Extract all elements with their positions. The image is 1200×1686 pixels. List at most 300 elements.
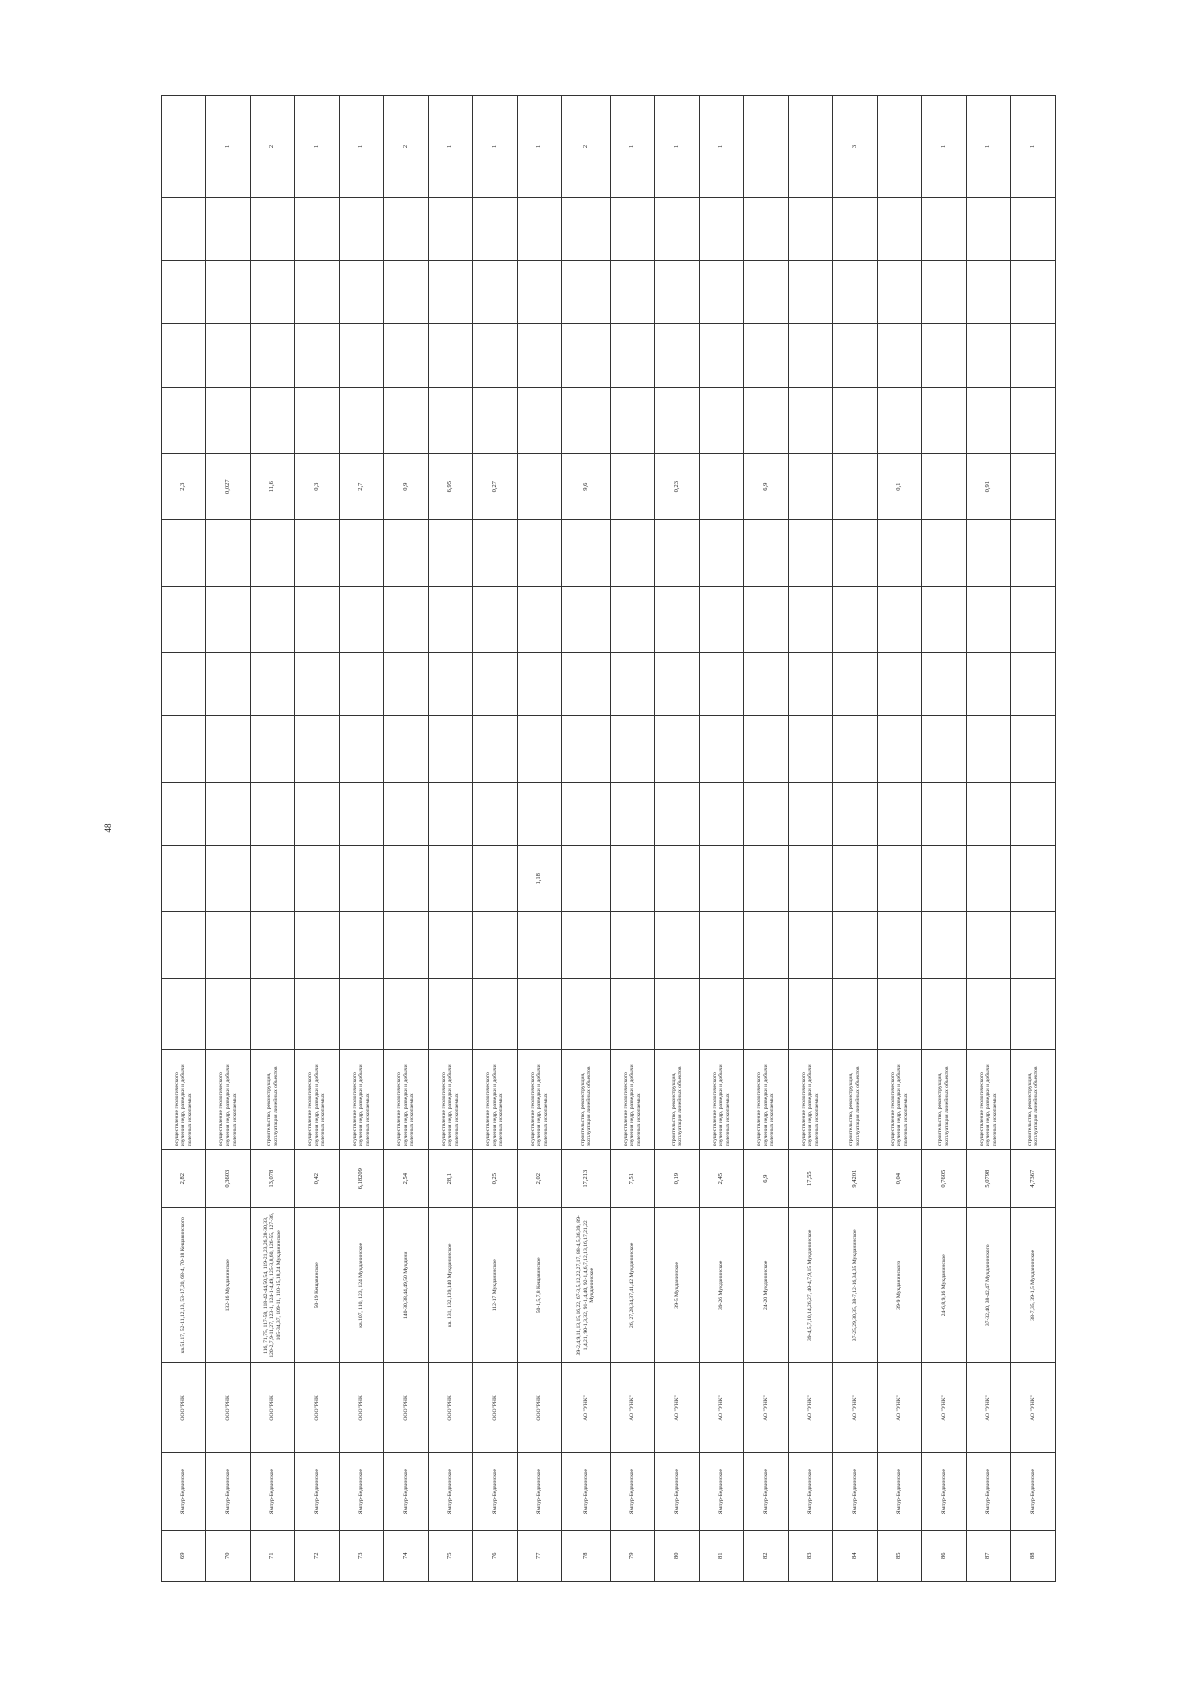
value-cell-c14	[744, 520, 788, 586]
value-cell-c19	[339, 197, 383, 260]
row-number-cell: 88	[1011, 1530, 1056, 1581]
value-cell-c13	[473, 586, 517, 652]
value-cell-c9	[833, 846, 877, 912]
value-cell-c8	[922, 912, 966, 978]
value-cell-c8	[788, 912, 832, 978]
value-cell-c10	[610, 782, 654, 845]
owner-cell: АО "УНК"	[966, 1363, 1010, 1453]
value-cell-c10	[473, 782, 517, 845]
value-cell-c11	[699, 716, 743, 782]
value-cell-c11	[428, 716, 472, 782]
value-cell-c17	[655, 324, 699, 387]
area-cell: 0,3603	[206, 1150, 250, 1208]
value-cell-c17	[162, 324, 206, 387]
value-cell-c7	[744, 978, 788, 1049]
value-cell-c15: 0,23	[655, 453, 699, 519]
value-cell-c9	[162, 846, 206, 912]
value-cell-c20: 1	[966, 96, 1010, 198]
value-cell-c13	[1011, 586, 1056, 652]
value-cell-c15	[833, 453, 877, 519]
value-cell-c7	[428, 978, 472, 1049]
value-cell-c15: 11,6	[250, 453, 294, 519]
value-cell-c17	[250, 324, 294, 387]
value-cell-c9	[788, 846, 832, 912]
value-cell-c19	[610, 197, 654, 260]
value-cell-c15	[699, 453, 743, 519]
value-cell-c7	[833, 978, 877, 1049]
value-cell-c18	[788, 261, 832, 324]
value-cell-c9	[699, 846, 743, 912]
value-cell-c12	[473, 653, 517, 716]
area-cell: 7,51	[610, 1150, 654, 1208]
value-cell-c13	[788, 586, 832, 652]
value-cell-c13	[877, 586, 921, 652]
owner-cell: ООО"РНК	[206, 1363, 250, 1453]
value-cell-c11	[517, 716, 561, 782]
parcels-cell: 50-19 Кещавинское	[295, 1208, 339, 1363]
value-cell-c8	[610, 912, 654, 978]
value-cell-c19	[922, 197, 966, 260]
value-cell-c17	[922, 324, 966, 387]
purpose-cell: строительство, реконструкция, эксплуатация линейных объектов	[655, 1049, 699, 1150]
value-cell-c16	[339, 387, 383, 453]
field-name-cell: Ямпур-Бедвинское	[339, 1453, 383, 1530]
table-row	[517, 96, 561, 1582]
value-cell-c17	[473, 324, 517, 387]
purpose-cell: осуществление геологического изучения недр, разведки и добычи полезных ископаемых	[295, 1049, 339, 1150]
area-cell: 17,55	[788, 1150, 832, 1208]
value-cell-c12	[162, 653, 206, 716]
value-cell-c10	[206, 782, 250, 845]
value-cell-c12	[788, 653, 832, 716]
value-cell-c8	[966, 912, 1010, 978]
value-cell-c11	[966, 716, 1010, 782]
value-cell-c17	[517, 324, 561, 387]
value-cell-c19	[206, 197, 250, 260]
value-cell-c15	[788, 453, 832, 519]
register-table	[161, 95, 1056, 1582]
owner-cell: АО "УНК"	[744, 1363, 788, 1453]
field-name-cell: Ямпур-Бедвинское	[833, 1453, 877, 1530]
owner-cell: ООО"РНК	[517, 1363, 561, 1453]
value-cell-c7	[295, 978, 339, 1049]
parcels-cell: 39-26 Мукданинское	[699, 1208, 743, 1363]
purpose-cell: осуществление геологического изучения недр, разведки и добычи полезных ископаемых	[473, 1049, 517, 1150]
table-row	[384, 96, 428, 1582]
parcels-cell: 39-2,4,9,11,13,15,16,22, 67-3,5,12,22,27,17, 88-4,5,36,39, 89-1,4,21, 90-1,3,32, 91-1,4,40, 92-1,4,6,7,12,13,16,17,21,22 Мукданинское	[562, 1208, 611, 1363]
row-number-cell: 72	[295, 1530, 339, 1581]
owner-cell: АО "УНК"	[655, 1363, 699, 1453]
value-cell-c20: 1	[473, 96, 517, 198]
purpose-cell: осуществление геологического изучения недр, разведки и добычи полезных ископаемых	[517, 1049, 561, 1150]
value-cell-c20: 1	[339, 96, 383, 198]
table-row	[473, 96, 517, 1582]
value-cell-c18	[922, 261, 966, 324]
value-cell-c14	[473, 520, 517, 586]
value-cell-c16	[877, 387, 921, 453]
value-cell-c14	[517, 520, 561, 586]
value-cell-c14	[922, 520, 966, 586]
value-cell-c16	[162, 387, 206, 453]
owner-cell: АО "УНК"	[562, 1363, 611, 1453]
value-cell-c8	[162, 912, 206, 978]
purpose-cell: строительство, реконструкция, эксплуатация линейных объектов	[1011, 1049, 1056, 1150]
value-cell-c17	[788, 324, 832, 387]
value-cell-c10	[295, 782, 339, 845]
value-cell-c19	[966, 197, 1010, 260]
owner-cell: ООО"РНК	[250, 1363, 294, 1453]
area-cell: 17,213	[562, 1150, 611, 1208]
value-cell-c16	[517, 387, 561, 453]
value-cell-c13	[966, 586, 1010, 652]
value-cell-c14	[610, 520, 654, 586]
value-cell-c13	[250, 586, 294, 652]
value-cell-c10	[699, 782, 743, 845]
purpose-cell: осуществление геологического изучения недр, разведки и добычи полезных ископаемых	[966, 1049, 1010, 1150]
value-cell-c17	[1011, 324, 1056, 387]
rotated-table-container	[161, 95, 1056, 1582]
value-cell-c15: 2,3	[162, 453, 206, 519]
parcels-cell: кв.51.17, 52-11,12,13, 53-17,20, 68-4, 70-18 Кещавинского	[162, 1208, 206, 1363]
value-cell-c17	[833, 324, 877, 387]
row-number-cell: 81	[699, 1530, 743, 1581]
value-cell-c20: 1	[655, 96, 699, 198]
parcels-cell: 38-7,35, 39-1,5 Мукданинское	[1011, 1208, 1056, 1363]
value-cell-c11	[788, 716, 832, 782]
value-cell-c16	[295, 387, 339, 453]
area-cell: 2,54	[384, 1150, 428, 1208]
row-number-cell: 87	[966, 1530, 1010, 1581]
value-cell-c14	[162, 520, 206, 586]
value-cell-c20: 1	[610, 96, 654, 198]
parcels-cell: 140-30,38,44,49,50 Мукдини	[384, 1208, 428, 1363]
value-cell-c15: 0,91	[966, 453, 1010, 519]
field-name-cell: Ямпур-Бедвинское	[562, 1453, 611, 1530]
value-cell-c19	[473, 197, 517, 260]
parcels-cell: 37-32,40, 38-42,47 Мукданинского	[966, 1208, 1010, 1363]
area-cell: 13,078	[250, 1150, 294, 1208]
value-cell-c15	[610, 453, 654, 519]
value-cell-c8	[384, 912, 428, 978]
row-number-cell: 86	[922, 1530, 966, 1581]
value-cell-c10	[966, 782, 1010, 845]
field-name-cell: Ямпур-Бедвинское	[428, 1453, 472, 1530]
value-cell-c10	[250, 782, 294, 845]
value-cell-c13	[295, 586, 339, 652]
value-cell-c15	[1011, 453, 1056, 519]
field-name-cell: Ямпур-Бедвинское	[788, 1453, 832, 1530]
value-cell-c11	[922, 716, 966, 782]
row-number-cell: 84	[833, 1530, 877, 1581]
value-cell-c10	[517, 782, 561, 845]
value-cell-c14	[295, 520, 339, 586]
value-cell-c10	[339, 782, 383, 845]
value-cell-c10	[1011, 782, 1056, 845]
row-number-cell: 74	[384, 1530, 428, 1581]
value-cell-c15	[922, 453, 966, 519]
field-name-cell: Ямпур-Бедвинское	[1011, 1453, 1056, 1530]
owner-cell: ООО"РНК	[473, 1363, 517, 1453]
value-cell-c19	[384, 197, 428, 260]
value-cell-c13	[206, 586, 250, 652]
value-cell-c19	[250, 197, 294, 260]
value-cell-c12	[428, 653, 472, 716]
value-cell-c14	[384, 520, 428, 586]
value-cell-c15	[517, 453, 561, 519]
field-name-cell: Ямпур-Бедвинское	[162, 1453, 206, 1530]
table-row	[833, 96, 877, 1582]
value-cell-c15: 0,3	[295, 453, 339, 519]
value-cell-c19	[562, 197, 611, 260]
owner-cell: АО "УНК"	[877, 1363, 921, 1453]
area-cell: 4,7367	[1011, 1150, 1056, 1208]
value-cell-c16	[428, 387, 472, 453]
value-cell-c8	[562, 912, 611, 978]
table-row	[250, 96, 294, 1582]
value-cell-c9	[339, 846, 383, 912]
field-name-cell: Ямпур-Бедвинское	[877, 1453, 921, 1530]
value-cell-c8	[655, 912, 699, 978]
value-cell-c10	[922, 782, 966, 845]
table-row	[699, 96, 743, 1582]
value-cell-c18	[833, 261, 877, 324]
parcels-cell: 39-5 Мукданинское	[655, 1208, 699, 1363]
value-cell-c20	[744, 96, 788, 198]
value-cell-c8	[295, 912, 339, 978]
purpose-cell: осуществление геологического изучения недр, разведки и добычи полезных ископаемых	[610, 1049, 654, 1150]
row-number-cell: 75	[428, 1530, 472, 1581]
value-cell-c8	[877, 912, 921, 978]
field-name-cell: Ямпур-Бедвинское	[744, 1453, 788, 1530]
value-cell-c9	[744, 846, 788, 912]
value-cell-c20: 2	[250, 96, 294, 198]
row-number-cell: 79	[610, 1530, 654, 1581]
area-cell: 0,25	[473, 1150, 517, 1208]
parcels-cell: 112-17 Мукданинское	[473, 1208, 517, 1363]
value-cell-c14	[966, 520, 1010, 586]
area-cell: 5,0798	[966, 1150, 1010, 1208]
value-cell-c11	[206, 716, 250, 782]
owner-cell: ООО"РНК	[428, 1363, 472, 1453]
value-cell-c8	[473, 912, 517, 978]
value-cell-c7	[1011, 978, 1056, 1049]
value-cell-c19	[744, 197, 788, 260]
table-row	[1011, 96, 1056, 1582]
value-cell-c8	[744, 912, 788, 978]
value-cell-c11	[339, 716, 383, 782]
table-body	[162, 96, 1056, 1582]
owner-cell: ООО"РНК	[339, 1363, 383, 1453]
value-cell-c11	[250, 716, 294, 782]
value-cell-c12	[610, 653, 654, 716]
table-row	[339, 96, 383, 1582]
value-cell-c7	[517, 978, 561, 1049]
table-row	[744, 96, 788, 1582]
row-number-cell: 69	[162, 1530, 206, 1581]
owner-cell: АО "УНК"	[1011, 1363, 1056, 1453]
value-cell-c8	[699, 912, 743, 978]
value-cell-c12	[562, 653, 611, 716]
value-cell-c18	[428, 261, 472, 324]
value-cell-c14	[562, 520, 611, 586]
row-number-cell: 70	[206, 1530, 250, 1581]
value-cell-c12	[517, 653, 561, 716]
value-cell-c9	[384, 846, 428, 912]
value-cell-c7	[699, 978, 743, 1049]
value-cell-c11	[655, 716, 699, 782]
owner-cell: АО "УНК"	[610, 1363, 654, 1453]
table-row	[610, 96, 654, 1582]
purpose-cell: осуществление геологического изучения недр, разведки и добычи полезных ископаемых	[788, 1049, 832, 1150]
value-cell-c18	[517, 261, 561, 324]
owner-cell: АО "УНК"	[833, 1363, 877, 1453]
value-cell-c20: 2	[384, 96, 428, 198]
value-cell-c16	[699, 387, 743, 453]
value-cell-c16	[922, 387, 966, 453]
value-cell-c13	[562, 586, 611, 652]
value-cell-c8	[833, 912, 877, 978]
value-cell-c17	[744, 324, 788, 387]
parcels-cell: 116, 71,75, 117-58, 118-42-44,50,54, 119-21,23,26,28-30,33, 120-2,7,9-11,27, 123-1, 124-1-4,49, 125-3,8,60, 126-55, 127-36, 105-34,37, 109-11, 110-15,18,24 Мукданинское	[250, 1208, 294, 1363]
value-cell-c14	[206, 520, 250, 586]
value-cell-c15: 0,1	[877, 453, 921, 519]
area-cell: 28,1	[428, 1150, 472, 1208]
table-row	[206, 96, 250, 1582]
value-cell-c10	[384, 782, 428, 845]
field-name-cell: Ямпур-Бедвинское	[610, 1453, 654, 1530]
value-cell-c12	[699, 653, 743, 716]
value-cell-c18	[206, 261, 250, 324]
value-cell-c9	[877, 846, 921, 912]
table-row	[295, 96, 339, 1582]
value-cell-c17	[699, 324, 743, 387]
value-cell-c14	[655, 520, 699, 586]
value-cell-c11	[833, 716, 877, 782]
value-cell-c20: 1	[699, 96, 743, 198]
value-cell-c14	[428, 520, 472, 586]
parcels-cell: 24-20 Мукданинское	[744, 1208, 788, 1363]
row-number-cell: 73	[339, 1530, 383, 1581]
value-cell-c18	[699, 261, 743, 324]
row-number-cell: 71	[250, 1530, 294, 1581]
value-cell-c12	[339, 653, 383, 716]
value-cell-c15: 0,9	[384, 453, 428, 519]
value-cell-c16	[562, 387, 611, 453]
value-cell-c7	[206, 978, 250, 1049]
value-cell-c18	[966, 261, 1010, 324]
value-cell-c14	[699, 520, 743, 586]
value-cell-c13	[699, 586, 743, 652]
parcels-cell: 37-25,29,30,35, 38-7,12-16,34,35 Мукданинское	[833, 1208, 877, 1363]
value-cell-c20: 3	[833, 96, 877, 198]
value-cell-c13	[428, 586, 472, 652]
value-cell-c20	[788, 96, 832, 198]
purpose-cell: осуществление геологического изучения недр, разведки и добычи полезных ископаемых	[699, 1049, 743, 1150]
parcels-cell: 24-6,8,9,16 Мукданинское	[922, 1208, 966, 1363]
value-cell-c10	[833, 782, 877, 845]
value-cell-c16	[1011, 387, 1056, 453]
value-cell-c9	[206, 846, 250, 912]
value-cell-c15: 9,6	[562, 453, 611, 519]
parcels-cell: кв. 131, 132,139,140 Мукданинское	[428, 1208, 472, 1363]
value-cell-c20: 2	[562, 96, 611, 198]
value-cell-c11	[162, 716, 206, 782]
owner-cell: АО "УНК"	[788, 1363, 832, 1453]
value-cell-c11	[562, 716, 611, 782]
value-cell-c16	[610, 387, 654, 453]
table-row	[655, 96, 699, 1582]
value-cell-c14	[833, 520, 877, 586]
value-cell-c14	[788, 520, 832, 586]
value-cell-c7	[339, 978, 383, 1049]
value-cell-c13	[655, 586, 699, 652]
value-cell-c20: 1	[922, 96, 966, 198]
value-cell-c8	[206, 912, 250, 978]
value-cell-c9	[966, 846, 1010, 912]
value-cell-c11	[1011, 716, 1056, 782]
area-cell: 2,02	[517, 1150, 561, 1208]
value-cell-c13	[162, 586, 206, 652]
value-cell-c19	[699, 197, 743, 260]
value-cell-c19	[1011, 197, 1056, 260]
value-cell-c20	[877, 96, 921, 198]
value-cell-c17	[339, 324, 383, 387]
value-cell-c18	[877, 261, 921, 324]
value-cell-c14	[339, 520, 383, 586]
value-cell-c11	[473, 716, 517, 782]
value-cell-c9	[610, 846, 654, 912]
value-cell-c13	[922, 586, 966, 652]
value-cell-c17	[428, 324, 472, 387]
purpose-cell: строительство, реконструкция, эксплуатация линейных объектов	[833, 1049, 877, 1150]
value-cell-c13	[339, 586, 383, 652]
purpose-cell: осуществление геологического изучения недр, разведки и добычи полезных ископаемых	[384, 1049, 428, 1150]
value-cell-c18	[384, 261, 428, 324]
area-cell: 0,04	[877, 1150, 921, 1208]
purpose-cell: строительство, реконструкция, эксплуатация линейных объектов	[562, 1049, 611, 1150]
value-cell-c16	[655, 387, 699, 453]
value-cell-c18	[610, 261, 654, 324]
purpose-cell: осуществление геологического изучения недр, разведки и добычи полезных ископаемых	[877, 1049, 921, 1150]
value-cell-c7	[562, 978, 611, 1049]
value-cell-c19	[295, 197, 339, 260]
value-cell-c18	[295, 261, 339, 324]
value-cell-c7	[788, 978, 832, 1049]
value-cell-c10	[162, 782, 206, 845]
value-cell-c16	[384, 387, 428, 453]
value-cell-c9	[922, 846, 966, 912]
value-cell-c9	[562, 846, 611, 912]
table-row	[428, 96, 472, 1582]
area-cell: 2,45	[699, 1150, 743, 1208]
value-cell-c19	[428, 197, 472, 260]
value-cell-c16	[473, 387, 517, 453]
purpose-cell: строительство, реконструкция, эксплуатация линейных объектов	[250, 1049, 294, 1150]
value-cell-c20: 1	[1011, 96, 1056, 198]
value-cell-c8	[250, 912, 294, 978]
row-number-cell: 82	[744, 1530, 788, 1581]
purpose-cell: осуществление геологического изучения недр, разведки и добычи полезных ископаемых	[428, 1049, 472, 1150]
area-cell: 6,18209	[339, 1150, 383, 1208]
value-cell-c17	[877, 324, 921, 387]
value-cell-c18	[250, 261, 294, 324]
value-cell-c9: 1,18	[517, 846, 561, 912]
value-cell-c19	[162, 197, 206, 260]
value-cell-c20: 1	[206, 96, 250, 198]
table-row	[922, 96, 966, 1582]
owner-cell: АО "УНК"	[922, 1363, 966, 1453]
value-cell-c15: 2,7	[339, 453, 383, 519]
